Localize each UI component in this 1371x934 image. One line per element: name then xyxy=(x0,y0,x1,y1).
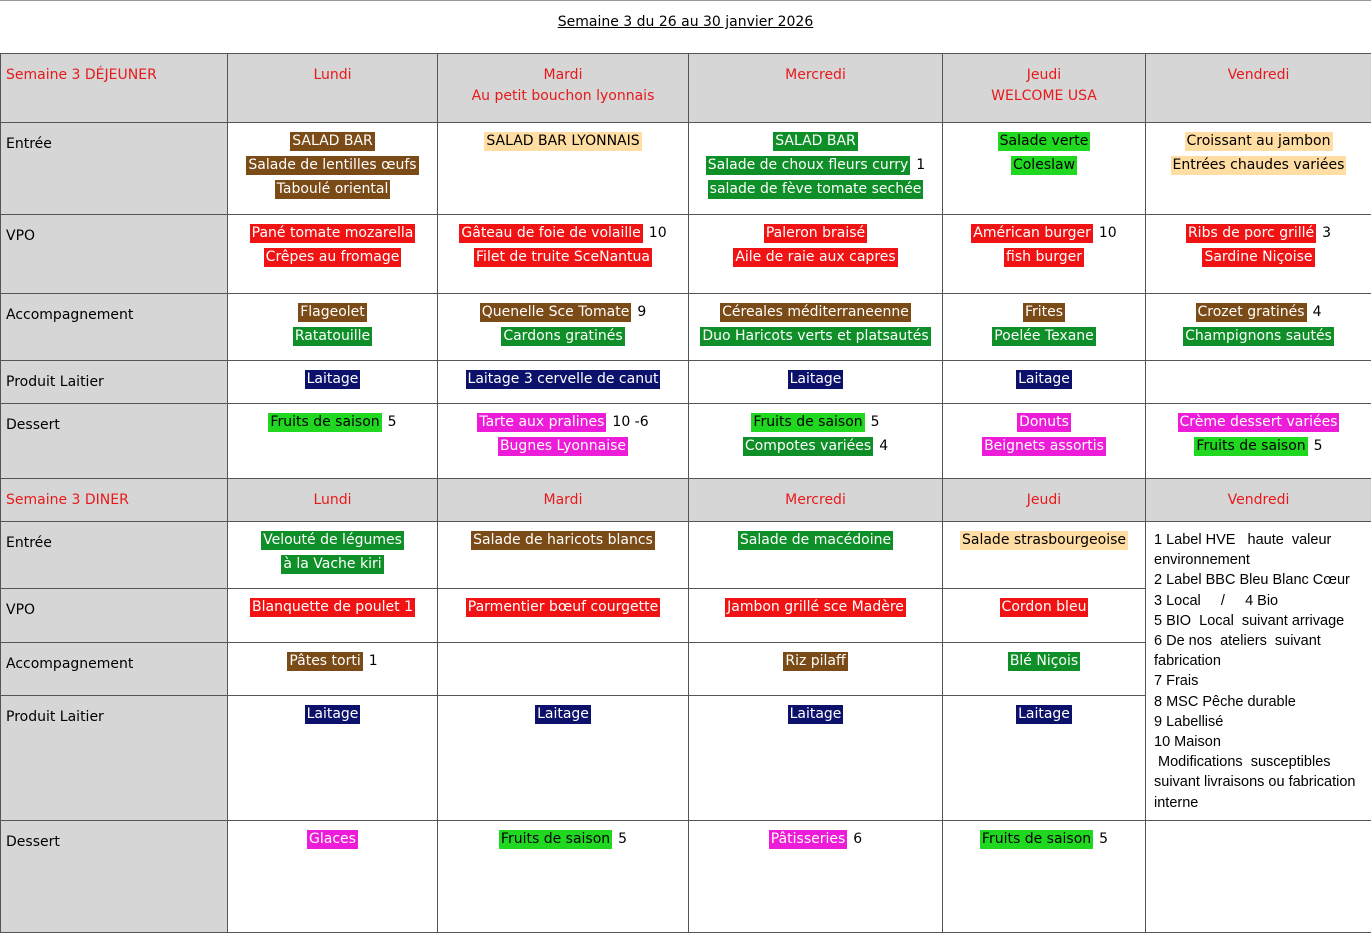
day-theme: Au petit bouchon lyonnais xyxy=(471,88,655,104)
menu-item-label: Laitage xyxy=(537,706,589,722)
menu-item xyxy=(689,827,942,849)
menu-item-label: SALAD BAR LYONNAIS xyxy=(486,133,640,149)
menu-item xyxy=(943,410,1145,432)
menu-item xyxy=(228,221,437,243)
menu-item xyxy=(1146,245,1371,267)
menu-item xyxy=(438,367,688,389)
menu-item-label: Américan burger xyxy=(973,225,1091,241)
menu-item xyxy=(943,702,1145,724)
menu-item xyxy=(438,129,688,151)
menu-item xyxy=(943,245,1145,267)
menu-cell xyxy=(943,215,1146,294)
menu-cell xyxy=(689,643,943,696)
menu-item xyxy=(689,434,942,456)
menu-item-label: Pâtisseries xyxy=(770,831,846,847)
menu-cell xyxy=(228,404,438,479)
menu-item xyxy=(689,129,942,151)
menu-cell xyxy=(689,696,943,821)
menu-item-label: Poelée Texane xyxy=(994,328,1094,344)
menu-cell xyxy=(1146,404,1371,479)
lunch-row-entrée xyxy=(1,123,1371,215)
menu-item-label: Frites xyxy=(1024,304,1064,320)
menu-item-label: Crêpes au fromage xyxy=(265,249,400,265)
menu-item xyxy=(689,367,942,389)
menu-item xyxy=(228,245,437,267)
menu-item xyxy=(228,702,437,724)
menu-cell xyxy=(689,215,943,294)
menu-cell xyxy=(689,361,943,404)
menu-cell xyxy=(943,696,1146,821)
menu-cell xyxy=(438,361,689,404)
label-code: 5 xyxy=(1313,438,1323,454)
menu-item xyxy=(943,300,1145,322)
menu-cell xyxy=(228,522,438,589)
menu-item xyxy=(1146,410,1371,432)
day-name: Lundi xyxy=(313,492,352,508)
menu-item-label: Laitage 3 cervelle de canut xyxy=(467,371,659,387)
day-header-lundi xyxy=(228,54,438,123)
menu-item-label: Champignons sautés xyxy=(1185,328,1332,344)
lunch-row-accompagnement xyxy=(1,294,1371,361)
row-label xyxy=(1,643,228,696)
menu-cell xyxy=(228,294,438,361)
menu-item-label: Flageolet xyxy=(300,304,365,320)
label-code: 5 xyxy=(387,414,397,430)
menu-cell xyxy=(228,361,438,404)
legend-item: 9 Labellisé xyxy=(1154,713,1224,730)
menu-item-label: Sardine Niçoise xyxy=(1204,249,1313,265)
menu-item-label: Duo Haricots verts et platsautés xyxy=(702,328,929,344)
menu-item xyxy=(228,827,437,849)
label-code: 5 xyxy=(618,831,628,847)
menu-item-label: Blé Niçois xyxy=(1009,653,1079,669)
menu-item xyxy=(228,410,437,432)
day-header-vendredi xyxy=(1146,479,1371,522)
dinner-section-title: Semaine 3 DINER xyxy=(6,492,129,508)
menu-item xyxy=(943,434,1145,456)
menu-item xyxy=(438,324,688,346)
row-label-text: Produit Laitier xyxy=(6,374,104,390)
row-label xyxy=(1,522,228,589)
menu-item-label: Pâtes torti xyxy=(289,653,361,669)
menu-item-label: Crème dessert variées xyxy=(1179,414,1338,430)
menu-item-label: Salade de choux fleurs curry xyxy=(707,157,909,173)
label-code: 3 xyxy=(1322,225,1332,241)
day-header-vendredi xyxy=(1146,54,1371,123)
label-code: 5 xyxy=(870,414,880,430)
menu-cell xyxy=(689,589,943,643)
menu-item xyxy=(943,153,1145,175)
day-name: Jeudi xyxy=(1026,492,1062,508)
row-label xyxy=(1,821,228,933)
menu-item-label: Bugnes Lyonnaise xyxy=(499,438,627,454)
menu-item-label: Laitage xyxy=(1018,706,1070,722)
menu-cell xyxy=(438,123,689,215)
row-label-text: Accompagnement xyxy=(6,307,134,323)
menu-item-label: Blanquette de poulet 1 xyxy=(252,599,413,615)
menu-item-label: Ribs de porc grillé xyxy=(1187,225,1315,241)
row-label xyxy=(1,696,228,821)
row-label-text: Accompagnement xyxy=(6,656,134,672)
menu-item xyxy=(1146,221,1371,243)
menu-item-label: Salade strasbourgeoise xyxy=(962,532,1126,548)
menu-cell xyxy=(943,821,1146,933)
menu-cell xyxy=(943,123,1146,215)
menu-item-label: Laitage xyxy=(1018,371,1070,387)
day-theme: WELCOME USA xyxy=(991,88,1097,104)
lunch-row-produit-laitier xyxy=(1,361,1371,404)
menu-cell xyxy=(943,294,1146,361)
menu-item xyxy=(943,367,1145,389)
row-label xyxy=(1,404,228,479)
menu-item-label: Croissant au jambon xyxy=(1186,133,1331,149)
menu-item-label: Tarte aux pralines xyxy=(479,414,605,430)
row-label xyxy=(1,294,228,361)
menu-item-label: Fruits de saison xyxy=(981,831,1092,847)
menu-item xyxy=(689,410,942,432)
menu-item-label: SALAD BAR xyxy=(292,133,373,149)
menu-cell xyxy=(943,361,1146,404)
menu-item-label: Velouté de légumes xyxy=(263,532,402,548)
menu-item xyxy=(1146,324,1371,346)
menu-item-label: Laitage xyxy=(306,371,359,387)
lunch-row-dessert xyxy=(1,404,1371,479)
menu-cell xyxy=(228,123,438,215)
day-header-mardi xyxy=(438,479,689,522)
menu-item xyxy=(228,649,437,671)
menu-item-label: Cordon bleu xyxy=(1001,599,1087,615)
menu-item xyxy=(943,827,1145,849)
menu-item xyxy=(689,649,942,671)
row-label xyxy=(1,215,228,294)
menu-item xyxy=(438,595,688,617)
menu-item-label: Compotes variées xyxy=(744,438,872,454)
menu-item-label: Coleslaw xyxy=(1012,157,1076,173)
day-header-lundi xyxy=(228,479,438,522)
menu-item-label: Glaces xyxy=(309,831,356,847)
label-code: 10 xyxy=(1098,225,1117,241)
row-label-text: VPO xyxy=(6,602,36,618)
menu-item-label: Donuts xyxy=(1019,414,1069,430)
legend-item: 6 De nos ateliers suivant fabrication xyxy=(1154,633,1325,670)
menu-title xyxy=(0,0,1371,54)
day-name: Vendredi xyxy=(1227,492,1290,508)
menu-item-label: Salade verte xyxy=(999,133,1089,149)
menu-item-label: Entrées chaudes variées xyxy=(1172,157,1345,173)
lunch-section-label xyxy=(1,54,228,123)
legend-item: 5 BIO Local suivant arrivage xyxy=(1154,612,1345,629)
menu-item-label: Fruits de saison xyxy=(270,414,380,430)
menu-cell xyxy=(438,589,689,643)
lunch-row-vpo xyxy=(1,215,1371,294)
menu-cell xyxy=(1146,123,1371,215)
menu-title-text: Semaine 3 du 26 au 30 janvier 2026 xyxy=(557,14,814,30)
menu-item-label: Salade de macédoine xyxy=(739,532,892,548)
menu-item-label: Paleron braisé xyxy=(765,225,866,241)
menu-item xyxy=(228,129,437,151)
menu-item xyxy=(228,367,437,389)
menu-item-label: Fruits de saison xyxy=(1196,438,1306,454)
label-code: 4 xyxy=(879,438,889,454)
menu-item-label: Laitage xyxy=(789,706,842,722)
day-name: Mardi xyxy=(543,67,583,83)
menu-item-label: fish burger xyxy=(1006,249,1082,265)
menu-cell xyxy=(228,696,438,821)
menu-item xyxy=(1146,129,1371,151)
label-code: 4 xyxy=(1312,304,1322,320)
menu-item-label: Salade de lentilles œufs xyxy=(248,157,417,173)
lunch-header-row xyxy=(1,54,1371,123)
menu-item xyxy=(689,702,942,724)
menu-item-label: Laitage xyxy=(306,706,359,722)
menu-item xyxy=(438,702,688,724)
menu-item xyxy=(689,324,942,346)
row-label-text: Dessert xyxy=(6,417,60,433)
dinner-row-dessert xyxy=(1,821,1371,933)
menu-item xyxy=(438,528,688,550)
menu-item xyxy=(689,300,942,322)
row-label xyxy=(1,361,228,404)
menu-item xyxy=(689,595,942,617)
legend-cell xyxy=(1146,522,1371,821)
legend-item: 8 MSC Pêche durable xyxy=(1154,693,1296,710)
menu-item-label: Laitage xyxy=(789,371,842,387)
dinner-row-entrée xyxy=(1,522,1371,589)
menu-item xyxy=(689,153,942,175)
menu-item-label: Jambon grillé sce Madère xyxy=(727,599,904,615)
menu-cell xyxy=(438,696,689,821)
day-header-mercredi xyxy=(689,54,943,123)
menu-item-label: Riz pilaff xyxy=(785,653,846,669)
day-header-jeudi xyxy=(943,479,1146,522)
menu-item xyxy=(228,595,437,617)
day-name: Jeudi xyxy=(1026,67,1062,83)
row-label-text: Entrée xyxy=(6,535,52,551)
menu-item xyxy=(438,410,688,432)
menu-item xyxy=(943,595,1145,617)
dinner-header-row xyxy=(1,479,1371,522)
menu-item-label: Parmentier bœuf courgette xyxy=(467,599,659,615)
menu-cell xyxy=(689,404,943,479)
label-code: 1 xyxy=(916,157,926,173)
menu-item-label: Filet de truite SceNantua xyxy=(476,249,650,265)
menu-item-label: Taboulé oriental xyxy=(276,181,389,197)
day-name: Vendredi xyxy=(1227,67,1290,83)
day-header-mercredi xyxy=(689,479,943,522)
label-code: 10 xyxy=(648,225,667,241)
row-label-text: Produit Laitier xyxy=(6,709,104,725)
menu-cell xyxy=(438,294,689,361)
menu-item-label: Cardons gratinés xyxy=(503,328,623,344)
label-code: 5 xyxy=(1099,831,1109,847)
day-name: Mardi xyxy=(543,492,583,508)
menu-cell xyxy=(943,643,1146,696)
label-code: 1 xyxy=(368,653,378,669)
dinner-section-label xyxy=(1,479,228,522)
menu-cell xyxy=(689,294,943,361)
legend-item: 2 Label BBC Bleu Blanc Cœur xyxy=(1154,572,1350,589)
row-label-text: Dessert xyxy=(6,834,60,850)
menu-item-label: Ratatouille xyxy=(294,328,371,344)
menu-cell xyxy=(1146,294,1371,361)
menu-table xyxy=(0,53,1371,933)
row-label-text: VPO xyxy=(6,228,36,244)
menu-item-label: Quenelle Sce Tomate xyxy=(481,304,630,320)
day-header-jeudi xyxy=(943,54,1146,123)
menu-cell xyxy=(943,522,1146,589)
menu-item xyxy=(228,177,437,199)
menu-cell xyxy=(438,522,689,589)
menu-item xyxy=(689,528,942,550)
menu-item xyxy=(689,245,942,267)
menu-item xyxy=(228,153,437,175)
menu-cell xyxy=(228,215,438,294)
legend-item: 3 Local / 4 Bio xyxy=(1154,592,1279,609)
menu-cell xyxy=(228,821,438,933)
menu-item xyxy=(228,528,437,550)
lunch-section-title: Semaine 3 DÉJEUNER xyxy=(6,67,157,83)
menu-cell xyxy=(438,215,689,294)
day-name: Lundi xyxy=(313,67,352,83)
row-label xyxy=(1,123,228,215)
menu-item xyxy=(438,827,688,849)
row-label xyxy=(1,589,228,643)
menu-item-label: Salade de haricots blancs xyxy=(473,532,653,548)
menu-cell xyxy=(228,643,438,696)
menu-item-label: à la Vache kiri xyxy=(283,556,382,572)
menu-item-label: salade de fève tomate sechée xyxy=(709,181,922,197)
menu-item-label: Pané tomate mozarella xyxy=(251,225,414,241)
menu-cell xyxy=(689,821,943,933)
menu-cell xyxy=(689,522,943,589)
menu-item xyxy=(943,528,1145,550)
menu-item-label: Céreales méditerraneenne xyxy=(722,304,909,320)
row-label-text: Entrée xyxy=(6,136,52,152)
legend-item: Modifications susceptibles suivant livraisons ou fabrication interne xyxy=(1154,754,1360,811)
menu-item xyxy=(438,245,688,267)
menu-item xyxy=(228,552,437,574)
menu-item xyxy=(943,324,1145,346)
menu-item-label: Fruits de saison xyxy=(753,414,863,430)
menu-item-label: Aile de raie aux capres xyxy=(735,249,896,265)
menu-item xyxy=(1146,153,1371,175)
menu-item xyxy=(943,221,1145,243)
legend-item: 10 Maison xyxy=(1154,734,1221,751)
menu-item-label: Beignets assortis xyxy=(984,438,1104,454)
menu-cell xyxy=(1146,361,1371,404)
menu-item-label: Gâteau de foie de volaille xyxy=(461,225,641,241)
menu-item xyxy=(228,300,437,322)
menu-item-label: Crozet gratinés xyxy=(1197,304,1305,320)
day-name: Mercredi xyxy=(785,67,846,83)
label-code: 9 xyxy=(637,304,647,320)
menu-item-label: SALAD BAR xyxy=(775,133,856,149)
menu-item xyxy=(943,129,1145,151)
menu-item xyxy=(1146,434,1371,456)
menu-cell xyxy=(943,404,1146,479)
menu-item xyxy=(943,649,1145,671)
menu-item xyxy=(438,434,688,456)
legend-item: 7 Frais xyxy=(1154,673,1199,690)
menu-item xyxy=(1146,300,1371,322)
menu-item xyxy=(689,221,942,243)
menu-cell xyxy=(1146,215,1371,294)
legend-item: 1 Label HVE haute valeur environnement xyxy=(1154,532,1336,569)
menu-cell xyxy=(943,589,1146,643)
menu-item xyxy=(689,177,942,199)
menu-cell xyxy=(438,643,689,696)
menu-cell xyxy=(689,123,943,215)
menu-item-label: Fruits de saison xyxy=(500,831,611,847)
menu-item xyxy=(438,300,688,322)
menu-item xyxy=(438,221,688,243)
empty-cell xyxy=(1146,821,1371,933)
day-name: Mercredi xyxy=(785,492,846,508)
day-header-mardi xyxy=(438,54,689,123)
label-code: 6 xyxy=(853,831,863,847)
menu-cell xyxy=(228,589,438,643)
menu-cell xyxy=(438,821,689,933)
label-code: 10 -6 xyxy=(612,414,649,430)
menu-cell xyxy=(438,404,689,479)
menu-item xyxy=(228,324,437,346)
